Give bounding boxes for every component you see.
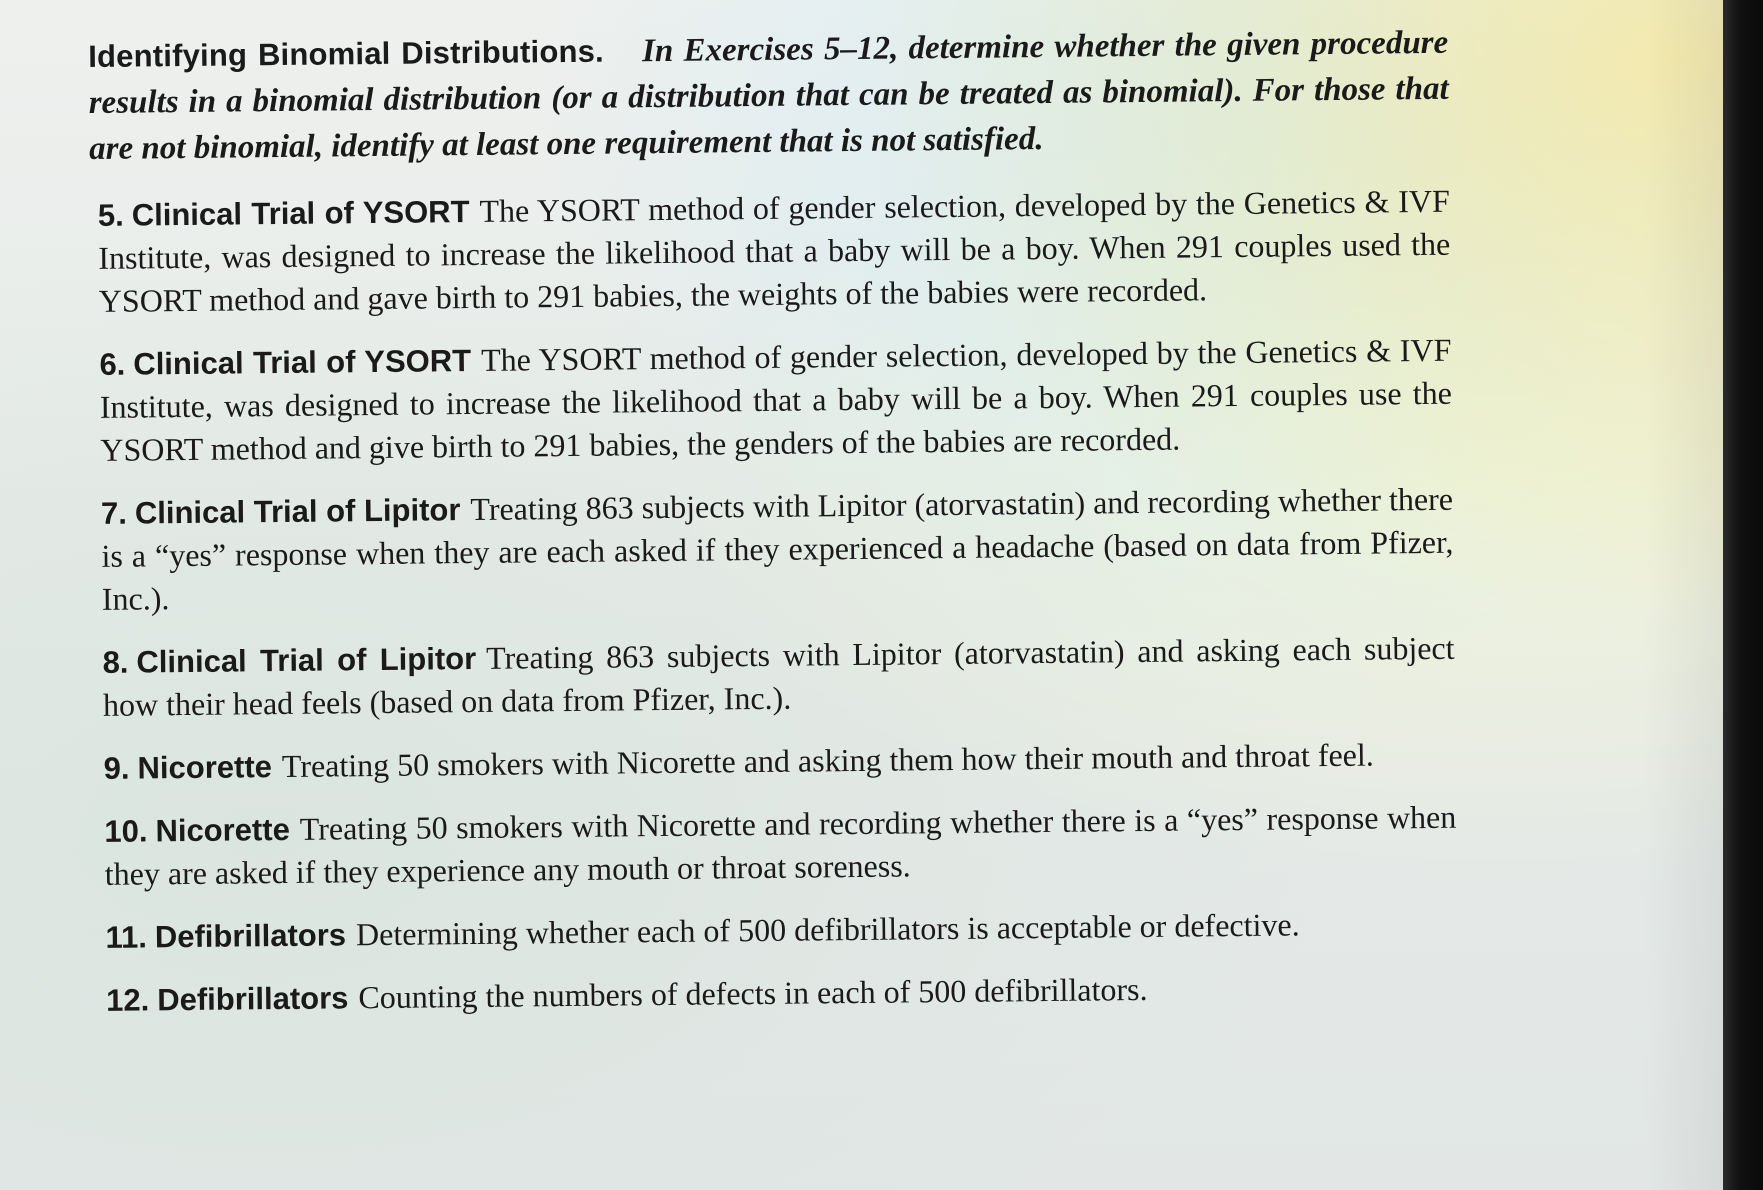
exercise-title: Clinical Trial of Lipitor bbox=[134, 492, 461, 531]
exercise-item bbox=[98, 180, 1451, 323]
exercise-item bbox=[99, 329, 1452, 472]
section-intro bbox=[88, 20, 1449, 172]
exercise-item bbox=[101, 478, 1454, 621]
exercise-title: Defibrillators bbox=[157, 980, 349, 1018]
exercise-item bbox=[106, 965, 1458, 1022]
exercise-item bbox=[105, 902, 1457, 959]
exercise-number: 5. bbox=[97, 197, 124, 233]
exercise-number: 9. bbox=[103, 750, 130, 786]
exercise-number: 12. bbox=[105, 982, 150, 1018]
exercise-text: Determining whether each of 500 defibrillators is acceptable or defective. bbox=[355, 906, 1300, 953]
exercise-list bbox=[90, 180, 1459, 1022]
exercise-text: The YSORT method of gender selection, developed by the Genetics & IVF Institute, was designed to increase the likelihood that a baby will be a boy. When 291 couples used the YSORT method and gave birth to 291 babies, the weights of the babies were recorded. bbox=[98, 182, 1451, 319]
exercise-text: Treating 863 subjects with Lipitor (atorvastatin) and recording whether there is a “yes” response when they are each asked if they experienced a headache (based on data from Pfizer, Inc.). bbox=[101, 480, 1454, 617]
section-instructions: In Exercises 5–12, determine whether the given procedure results in a binomial distribution (or a distribution that can be treated as binomial). For those that are not binomial, identify at least one requirement that is not satisfied. bbox=[88, 24, 1449, 167]
exercise-item bbox=[102, 627, 1455, 727]
screen-glare bbox=[1643, 0, 1723, 1190]
exercise-number: 7. bbox=[100, 495, 128, 531]
exercise-title: Defibrillators bbox=[154, 917, 347, 955]
exercise-title: Clinical Trial of Lipitor bbox=[136, 640, 477, 680]
exercise-number: 6. bbox=[99, 346, 126, 382]
exercise-title: Nicorette bbox=[155, 811, 291, 849]
exercise-text: Treating 50 smokers with Nicorette and asking them how their mouth and throat feel. bbox=[281, 736, 1374, 785]
exercise-title: Clinical Trial of YSORT bbox=[133, 343, 472, 382]
exercise-number: 11. bbox=[105, 919, 148, 955]
exercise-text: Treating 863 subjects with Lipitor (atorvastatin) and asking each subject how their head feels (based on data from Pfizer, Inc.). bbox=[102, 629, 1455, 723]
exercise-item bbox=[104, 796, 1457, 896]
exercise-number: 10. bbox=[104, 813, 148, 849]
exercise-item bbox=[103, 733, 1455, 790]
monitor-bezel bbox=[1723, 0, 1763, 1190]
exercise-title: Clinical Trial of YSORT bbox=[131, 194, 470, 233]
exercise-text: Counting the numbers of defects in each of 500 defibrillators. bbox=[358, 970, 1148, 1016]
exercise-number: 8. bbox=[102, 644, 129, 680]
exercise-text: The YSORT method of gender selection, developed by the Genetics & IVF Institute, was designed to increase the likelihood that a baby will be a boy. When 291 couples use the YSORT method and give birth to 291 babies, the genders of the babies are recorded. bbox=[99, 331, 1453, 468]
section-heading: Identifying Binomial Distributions. bbox=[88, 33, 605, 74]
textbook-page bbox=[88, 20, 1458, 1042]
exercise-text: Treating 50 smokers with Nicorette and recording whether there is a “yes” response when they are asked if they experience any mouth or throat soreness. bbox=[104, 798, 1457, 892]
exercise-title: Nicorette bbox=[137, 749, 273, 786]
